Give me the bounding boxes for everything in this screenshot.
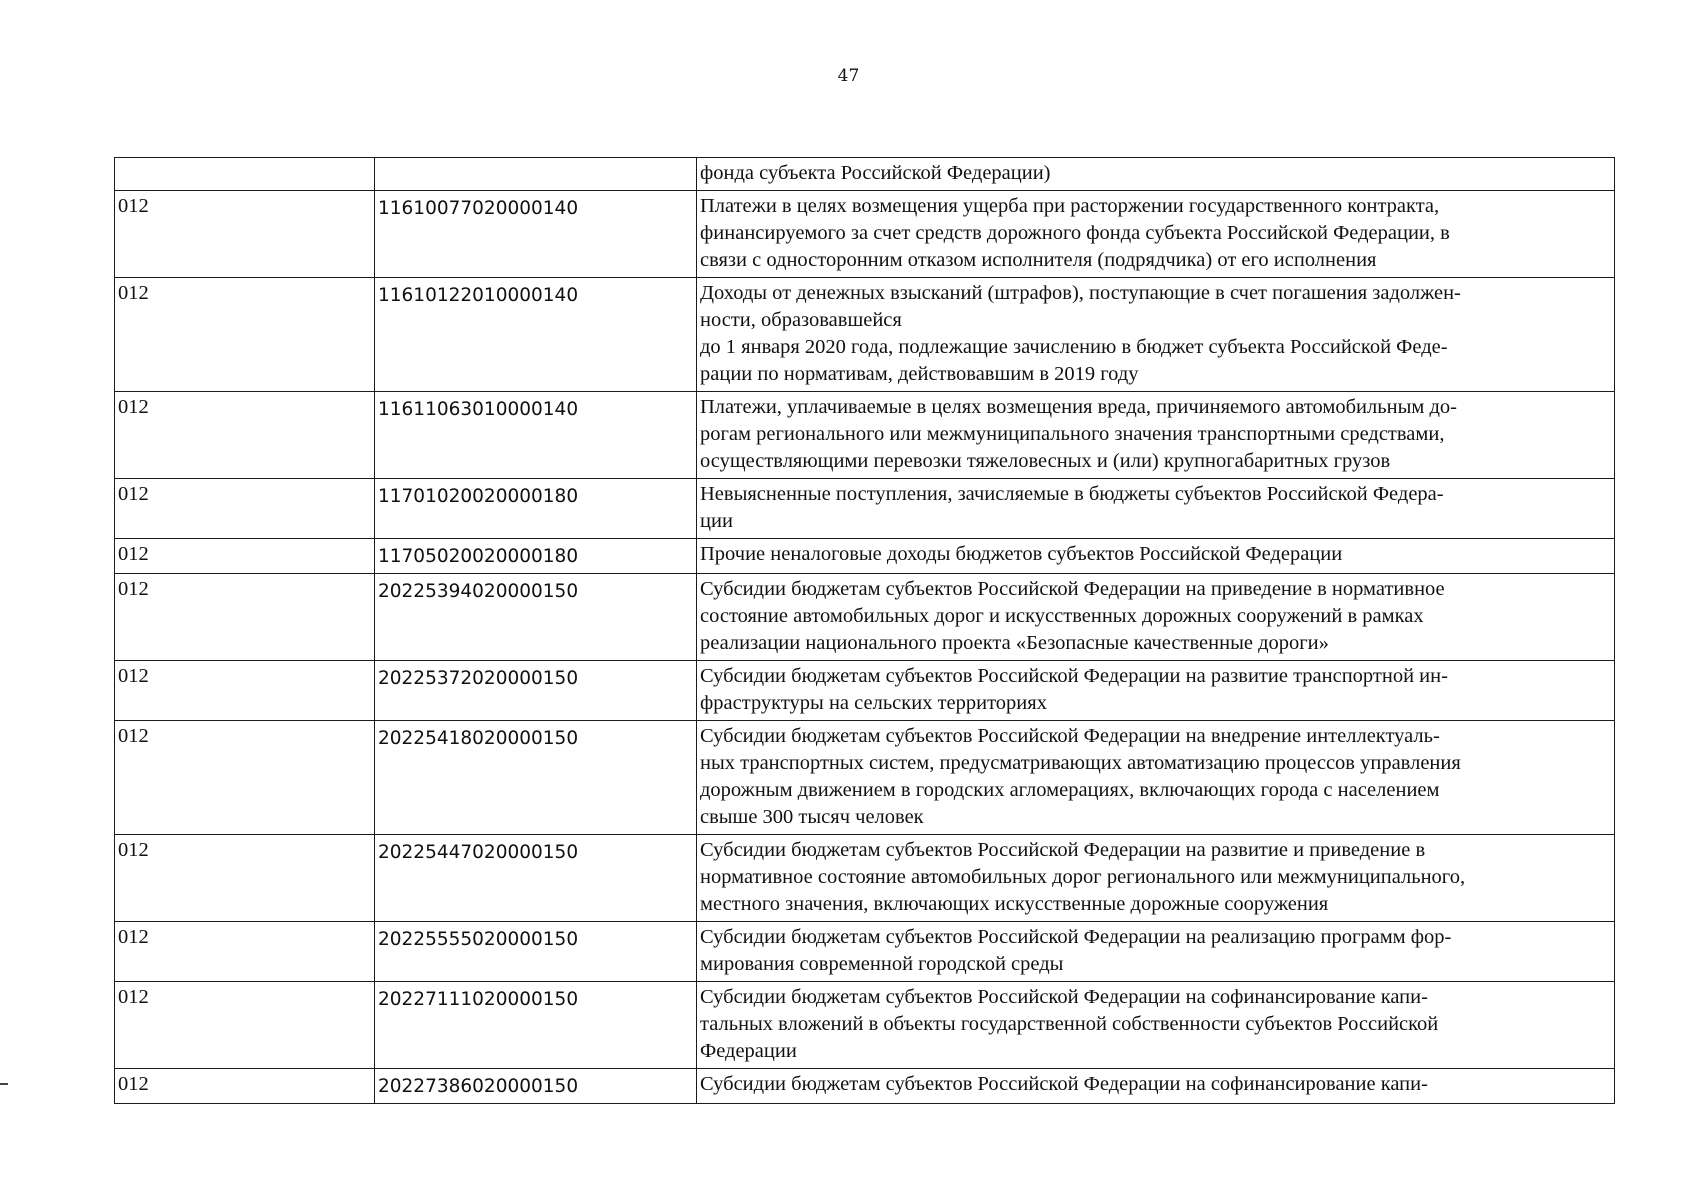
admin-code-cell: 012 bbox=[115, 392, 375, 479]
description-cell: Субсидии бюджетам субъектов Российской Федерации на развитие транспортной ин- фраструктуры на сельских территориях bbox=[697, 661, 1615, 721]
admin-code-cell: 012 bbox=[115, 721, 375, 835]
description-cell: Прочие неналоговые доходы бюджетов субъектов Российской Федерации bbox=[697, 539, 1615, 574]
table-row bbox=[115, 922, 1615, 982]
table-row bbox=[115, 278, 1615, 392]
description-cell: Невыясненные поступления, зачисляемые в бюджеты субъектов Российской Федера- ции bbox=[697, 479, 1615, 539]
kbk-code-cell: 11611063010000140 bbox=[375, 392, 697, 479]
admin-code-cell: 012 bbox=[115, 191, 375, 278]
table-row bbox=[115, 1069, 1615, 1104]
admin-code-cell: 012 bbox=[115, 574, 375, 661]
kbk-code-cell: 20225372020000150 bbox=[375, 661, 697, 721]
description-cell: фонда субъекта Российской Федерации) bbox=[697, 158, 1615, 191]
table-row bbox=[115, 191, 1615, 278]
description-cell: Субсидии бюджетам субъектов Российской Федерации на развитие и приведение в нормативное состояние автомобильных дорог регионального или межмуниципального, местного значения, включающих искусственные дорожные сооружения bbox=[697, 835, 1615, 922]
description-cell: Субсидии бюджетам субъектов Российской Федерации на реализацию программ фор- мирования современной городской среды bbox=[697, 922, 1615, 982]
description-cell: Доходы от денежных взысканий (штрафов), поступающие в счет погашения задолжен- ности, образовавшейся до 1 января 2020 года, подлежащие зачислению в бюджет субъекта Российской Феде- рации по нормативам, действовавшим в 2019 году bbox=[697, 278, 1615, 392]
description-cell: Субсидии бюджетам субъектов Российской Федерации на софинансирование капи- bbox=[697, 1069, 1615, 1104]
admin-code-cell: 012 bbox=[115, 982, 375, 1069]
kbk-code-cell: 11610077020000140 bbox=[375, 191, 697, 278]
table-row bbox=[115, 479, 1615, 539]
kbk-code-cell: 20227111020000150 bbox=[375, 982, 697, 1069]
admin-code-cell: 012 bbox=[115, 922, 375, 982]
admin-code-cell: 012 bbox=[115, 479, 375, 539]
description-cell: Субсидии бюджетам субъектов Российской Федерации на приведение в нормативное состояние автомобильных дорог и искусственных дорожных сооружений в рамках реализации национального проекта «Безопасные качественные дороги» bbox=[697, 574, 1615, 661]
table-row bbox=[115, 721, 1615, 835]
admin-code-cell: 012 bbox=[115, 278, 375, 392]
admin-code-cell bbox=[115, 158, 375, 191]
table-row bbox=[115, 982, 1615, 1069]
description-cell: Платежи, уплачиваемые в целях возмещения вреда, причиняемого автомобильным до- рогам регионального или межмуниципального значения транспортными средствами, осуществляющими перевозки тяжеловесных и (или) крупногабаритных грузов bbox=[697, 392, 1615, 479]
kbk-code-cell: 20225555020000150 bbox=[375, 922, 697, 982]
admin-code-cell: 012 bbox=[115, 661, 375, 721]
budget-codes-table bbox=[114, 157, 1615, 1104]
kbk-code-cell: 20225418020000150 bbox=[375, 721, 697, 835]
table-row bbox=[115, 574, 1615, 661]
description-cell: Субсидии бюджетам субъектов Российской Федерации на внедрение интеллектуаль- ных транспортных систем, предусматривающих автоматизацию процессов управления дорожным движением в городских агломерациях, включающих города с населением свыше 300 тысяч человек bbox=[697, 721, 1615, 835]
kbk-code-cell bbox=[375, 158, 697, 191]
table-body bbox=[115, 158, 1615, 1104]
table-row bbox=[115, 158, 1615, 191]
table-row bbox=[115, 539, 1615, 574]
kbk-code-cell: 11610122010000140 bbox=[375, 278, 697, 392]
kbk-code-cell: 20225394020000150 bbox=[375, 574, 697, 661]
kbk-code-cell: 20225447020000150 bbox=[375, 835, 697, 922]
kbk-code-cell: 11705020020000180 bbox=[375, 539, 697, 574]
page-number: 47 bbox=[837, 66, 860, 86]
table-row bbox=[115, 835, 1615, 922]
admin-code-cell: 012 bbox=[115, 539, 375, 574]
table-row bbox=[115, 661, 1615, 721]
admin-code-cell: 012 bbox=[115, 835, 375, 922]
scan-margin-mark bbox=[0, 1083, 8, 1085]
admin-code-cell: 012 bbox=[115, 1069, 375, 1104]
kbk-code-cell: 11701020020000180 bbox=[375, 479, 697, 539]
description-cell: Платежи в целях возмещения ущерба при расторжении государственного контракта, финансируемого за счет средств дорожного фонда субъекта Российской Федерации, в связи с односторонним отказом исполнителя (подрядчика) от его исполнения bbox=[697, 191, 1615, 278]
table-row bbox=[115, 392, 1615, 479]
description-cell: Субсидии бюджетам субъектов Российской Федерации на софинансирование капи- тальных вложений в объекты государственной собственности субъектов Российской Федерации bbox=[697, 982, 1615, 1069]
kbk-code-cell: 20227386020000150 bbox=[375, 1069, 697, 1104]
